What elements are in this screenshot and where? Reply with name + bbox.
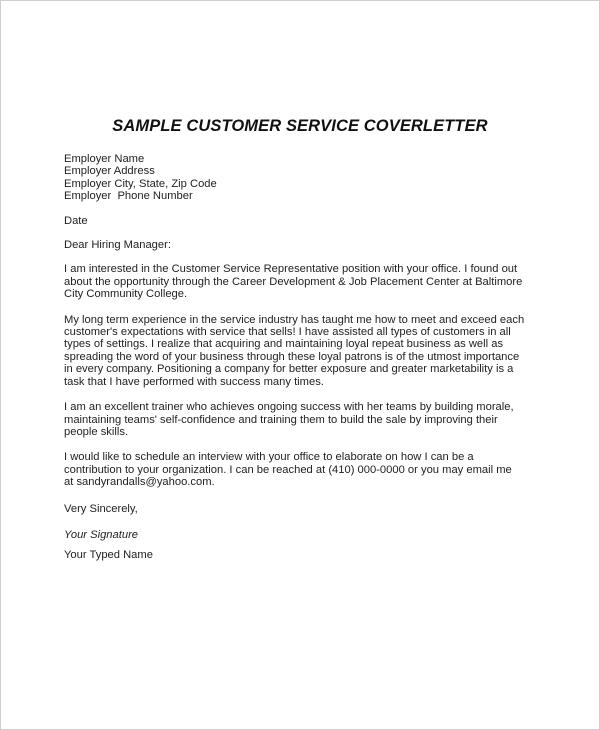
signature: Your Signature <box>64 528 139 541</box>
letter-body <box>64 153 564 562</box>
paragraph-4: I would like to schedule an interview with your office to elaborate on how I can be a contribution to your organization. I can be reached at (410) 000-0000 or you may email me at sandyrandalls@yahoo.com. <box>64 451 512 489</box>
paragraph-3: I am an excellent trainer who achieves ongoing success with her teams by building morale, maintaining teams' self-confidence and training them to build the sale by improving their people skills. <box>64 401 514 438</box>
document-title: SAMPLE CUSTOMER SERVICE COVERLETTER <box>112 117 488 135</box>
employer-name: Employer Name <box>64 153 145 165</box>
employer-address-block <box>64 153 564 203</box>
paragraph-2: My long term experience in the service industry has taught me how to meet and exceed each customer's expectations with service that sells! I have assisted all types of customers in all types of settings. I realize that acquiring and maintaining loyal repeat business as well as spreading the word of your business through these loyal patrons is of the utmost importance in every company. Positioning a company for better exposure and greater marketability is a task that I have performed with success many times. <box>64 313 525 388</box>
typed-name: Your Typed Name <box>64 549 153 562</box>
closing: Very Sincerely, <box>64 502 138 515</box>
salutation: Dear Hiring Manager: <box>64 239 171 252</box>
paragraph-1: I am interested in the Customer Service Representative position with your office. I found out about the opportunity through the Career Development & Job Placement Center at Baltimore City Community College. <box>64 263 523 301</box>
letter-date: Date <box>64 214 88 227</box>
employer-address: Employer Address <box>64 165 155 178</box>
employer-phone: Employer Phone Number <box>64 190 193 203</box>
employer-city-state-zip: Employer City, State, Zip Code <box>64 177 217 190</box>
